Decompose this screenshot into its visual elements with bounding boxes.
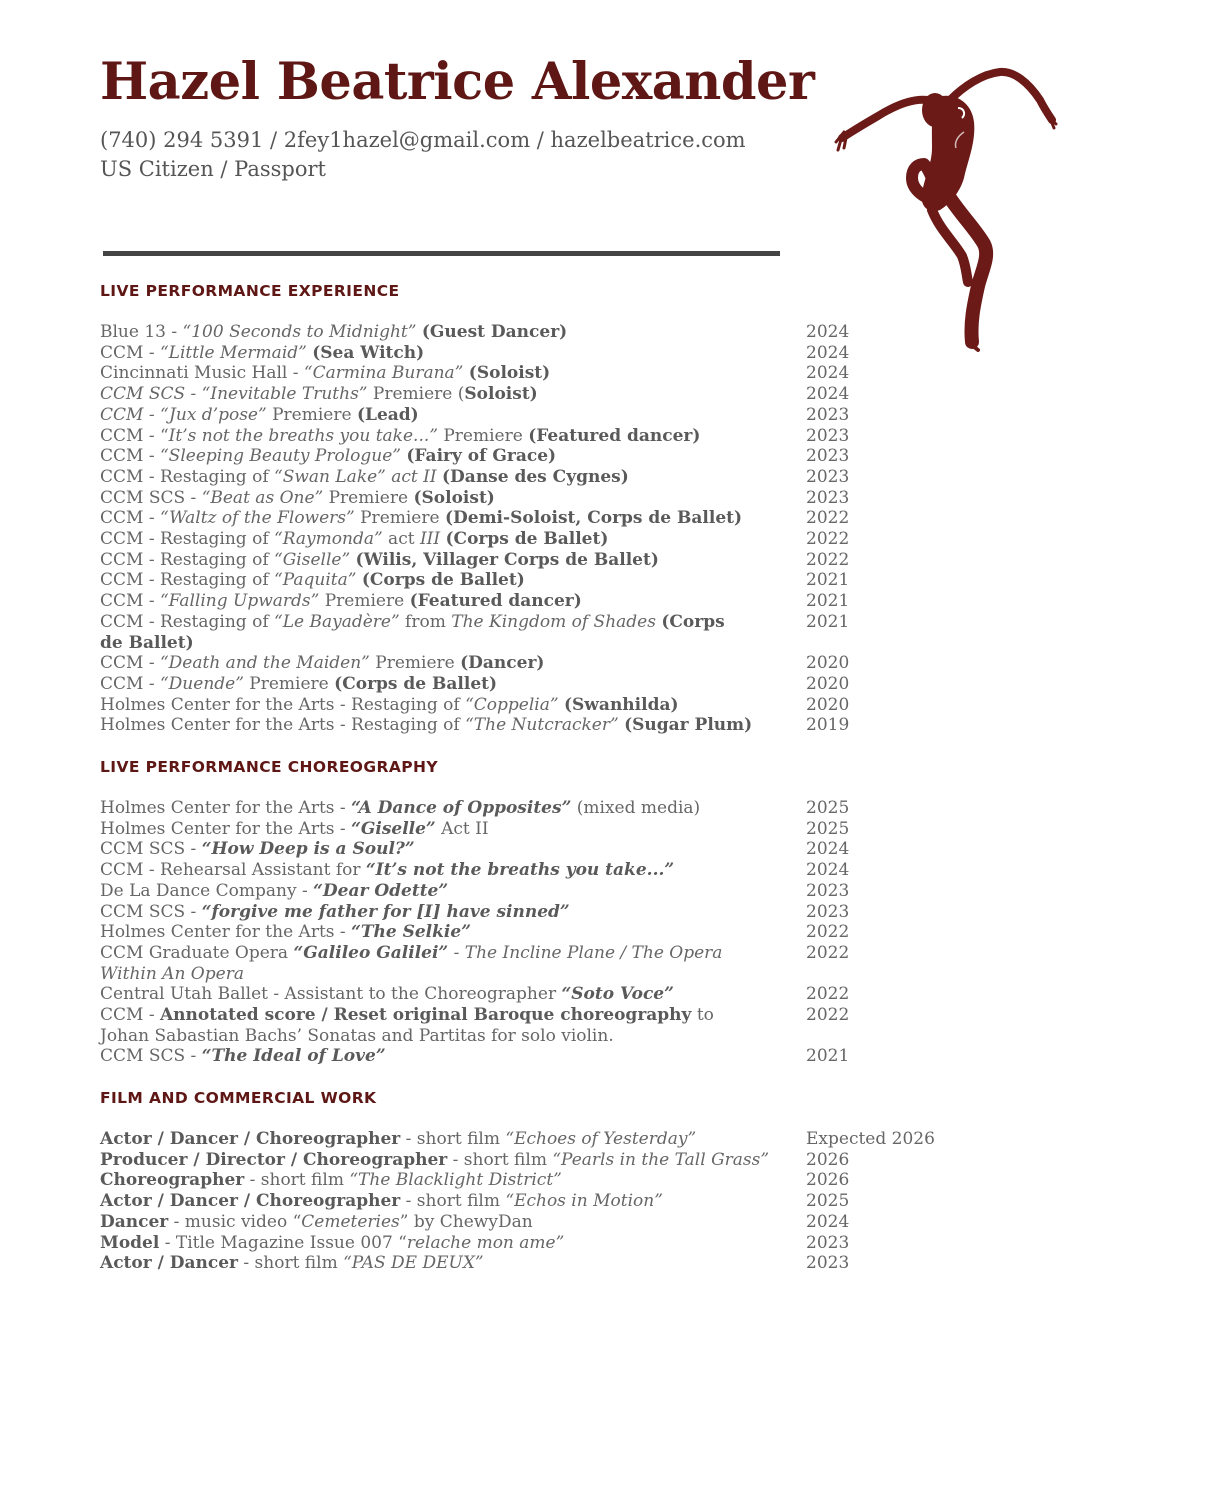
entry-year: 2025 — [806, 798, 850, 818]
entry-text: - short film — [400, 1129, 506, 1149]
entry-text: “The Blacklight District” — [349, 1170, 562, 1191]
performance-entry — [100, 363, 960, 384]
entry-text: CCM - — [100, 446, 160, 467]
entry-text: Act II — [435, 818, 489, 839]
entry-text: “Coppelia” — [465, 694, 559, 715]
entry-description — [100, 508, 743, 529]
entry-text: (Soloist) — [413, 487, 495, 508]
entry-year: 2022 — [806, 942, 850, 963]
entry-text: “The Selkie” — [351, 922, 471, 943]
performance-entry — [100, 529, 960, 550]
entry-description — [100, 1253, 740, 1274]
entry-text: CCM - — [100, 342, 160, 363]
entry-year: 2022 — [806, 529, 850, 550]
entry-text: It’s not the breaths you take...” — [168, 425, 438, 446]
entry-text: “Soto Voce” — [561, 984, 674, 1005]
entry-text: Premiere — [266, 404, 357, 425]
entry-text: - short film — [237, 1253, 344, 1274]
entry-text: (Guest Dancer) — [421, 322, 568, 342]
performance-entry — [100, 322, 960, 343]
entry-text: ” by ChewyDan — [399, 1211, 533, 1232]
entry-text: Premiere — [243, 673, 335, 694]
header-divider — [103, 251, 780, 256]
entry-description — [100, 446, 740, 467]
entry-description — [100, 1005, 740, 1046]
entry-year: 2024 — [806, 322, 850, 342]
entry-text: Producer / Director / Choreographer — [100, 1149, 448, 1170]
entry-description — [100, 1212, 740, 1233]
performance-entry — [100, 467, 960, 488]
film-entry — [100, 1212, 960, 1233]
performance-entry — [100, 715, 960, 736]
entry-text: “Raymonda” — [274, 529, 383, 550]
entry-text: Premiere — [369, 653, 461, 674]
entry-description — [100, 695, 740, 716]
entry-text: - short film — [244, 1170, 350, 1191]
entry-text: (Sugar Plum) — [624, 715, 753, 736]
entry-text: “forgive me father for [I] have sinned” — [201, 901, 570, 922]
entry-text: (Wilis, Villager Corps de Ballet) — [355, 549, 659, 570]
entry-year: 2023 — [806, 425, 850, 446]
entry-year: 2022 — [806, 508, 850, 529]
film-entry — [100, 1129, 960, 1150]
film-entry — [100, 1233, 960, 1254]
entry-text: CCM - Restaging of — [100, 611, 275, 632]
entry-text: “Little Mermaid” — [159, 342, 307, 363]
entry-text: Model — [100, 1232, 160, 1253]
entry-text: Holmes Center for the Arts - — [100, 922, 352, 943]
section-title-performance: LIVE PERFORMANCE EXPERIENCE — [100, 282, 400, 300]
entry-year: 2023 — [806, 446, 850, 467]
entry-year: 2019 — [806, 715, 850, 736]
entry-description — [100, 612, 740, 653]
entry-text: III — [419, 529, 441, 550]
entry-text: “How Deep is a Soul?” — [201, 839, 415, 860]
entry-text: act — [382, 529, 420, 550]
entry-description — [100, 1191, 740, 1212]
entry-text: “Beat as One” — [201, 487, 324, 508]
entry-description — [100, 902, 740, 923]
entry-text: Actor / Dancer — [100, 1253, 238, 1274]
entry-text: (Lead) — [356, 404, 419, 425]
choreography-entry — [100, 984, 960, 1005]
entry-year: 2023 — [806, 1253, 850, 1274]
entry-text: Actor / Dancer / Choreographer — [100, 1129, 401, 1149]
film-entry — [100, 1150, 960, 1171]
entry-text: Choreographer — [100, 1170, 245, 1191]
entry-text: (mixed media) — [571, 798, 701, 818]
entry-description — [100, 715, 753, 736]
film-entry — [100, 1191, 960, 1212]
choreography-entry — [100, 881, 960, 902]
entry-description — [100, 591, 740, 612]
entry-description — [100, 488, 740, 509]
entry-text: - music video “ — [168, 1211, 302, 1232]
entry-text: (Soloist) — [468, 363, 551, 384]
entry-text: CCM - “ — [100, 425, 169, 446]
entry-description — [100, 1046, 740, 1067]
entry-text: “Echoes of Yesterday” — [505, 1129, 697, 1149]
entry-year: 2021 — [806, 611, 850, 632]
performance-list — [100, 322, 960, 736]
entry-text: “Echos in Motion” — [505, 1191, 663, 1212]
entry-text: CCM - — [100, 653, 160, 674]
entry-text: “The Ideal of Love” — [201, 1046, 386, 1067]
entry-text: CCM - — [100, 508, 160, 529]
choreography-entry — [100, 860, 960, 881]
performance-entry — [100, 612, 960, 653]
performance-entry — [100, 570, 960, 591]
entry-text: to Johan Sabastian Bachs’ Sonatas and Partitas for solo violin. — [100, 1005, 714, 1046]
entry-text: (Sea Witch) — [312, 342, 425, 363]
entry-description — [100, 839, 740, 860]
entry-description — [100, 405, 740, 426]
entry-year: 2024 — [806, 860, 850, 881]
entry-text: - Title Magazine Issue 007 “ — [159, 1232, 407, 1253]
entry-text: “Swan Lake” act II — [274, 466, 437, 487]
choreography-entry — [100, 839, 960, 860]
entry-description — [100, 426, 740, 447]
entry-text: “Giselle” — [351, 818, 436, 839]
entry-year: 2024 — [806, 342, 850, 363]
entry-text: Cincinnati Music Hall - — [100, 363, 304, 384]
entry-description — [100, 922, 740, 943]
entry-year: Expected 2026 — [806, 1129, 935, 1149]
entry-text: CCM Graduate Opera — [100, 942, 294, 963]
performance-entry — [100, 405, 960, 426]
resume-name: Hazel Beatrice Alexander — [100, 52, 815, 112]
entry-description — [100, 1170, 740, 1191]
entry-year: 2020 — [806, 694, 850, 715]
entry-year: 2023 — [806, 1232, 850, 1253]
entry-text: Holmes Center for the Arts - — [100, 798, 352, 818]
entry-text: Cemeteries — [301, 1211, 400, 1232]
entry-text: “PAS DE DEUX” — [343, 1253, 484, 1274]
entry-text: Premiere ( — [367, 384, 465, 405]
entry-text: Holmes Center for the Arts - Restaging of — [100, 715, 466, 736]
entry-year: 2025 — [806, 818, 850, 839]
entry-year: 2023 — [806, 404, 850, 425]
entry-text: Annotated score / Reset original Baroque choreography — [159, 1005, 692, 1026]
entry-text: CCM SCS - — [100, 1046, 202, 1067]
performance-entry — [100, 674, 960, 695]
entry-text: (Danse des Cygnes) — [442, 466, 629, 487]
section-title-choreography: LIVE PERFORMANCE CHOREOGRAPHY — [100, 758, 438, 776]
entry-text: (Featured dancer) — [409, 591, 582, 612]
entry-text: “Galileo Galilei” — [293, 942, 449, 963]
entry-text: “It’s not the breaths you take...” — [365, 860, 675, 881]
entry-text: CCM - — [100, 591, 160, 612]
entry-text: (Corps de Ballet) — [361, 570, 525, 591]
choreography-entry — [100, 1046, 960, 1067]
entry-description — [100, 984, 740, 1005]
entry-text: “Duende” — [159, 673, 244, 694]
entry-description — [100, 384, 740, 405]
entry-year: 2022 — [806, 922, 850, 943]
performance-entry — [100, 488, 960, 509]
entry-text: Soloist) — [464, 384, 538, 405]
entry-text: Holmes Center for the Arts - Restaging of — [100, 694, 466, 715]
entry-text: - The Incline Plane / The Opera Within An Opera — [100, 942, 723, 984]
entry-text: Blue 13 - — [100, 322, 183, 342]
entry-text: “Carmina Burana” — [303, 363, 464, 384]
entry-text: De La Dance Company - — [100, 880, 314, 901]
entry-description — [100, 860, 740, 881]
entry-year: 2021 — [806, 1046, 850, 1067]
entry-text: Actor / Dancer / Choreographer — [100, 1191, 401, 1212]
entry-description — [100, 819, 740, 840]
entry-text: CCM - Rehearsal Assistant for — [100, 860, 366, 881]
entry-text: “Sleeping Beauty Prologue” — [159, 446, 401, 467]
entry-text: Dancer — [100, 1211, 169, 1232]
entry-text: Central Utah Ballet - Assistant to the Choreographer — [100, 984, 562, 1005]
entry-text: The Kingdom of Shades — [451, 611, 656, 632]
entry-text: CCM SCS - “Inevitable Truths” — [100, 384, 368, 405]
entry-year: 2022 — [806, 549, 850, 570]
entry-year: 2025 — [806, 1191, 850, 1212]
entry-text: “The Nutcracker” — [465, 715, 619, 736]
entry-description — [100, 467, 740, 488]
performance-entry — [100, 591, 960, 612]
entry-year: 2024 — [806, 363, 850, 384]
entry-description — [100, 1129, 740, 1150]
entry-description — [100, 1233, 740, 1254]
entry-text: “Dear Odette” — [313, 880, 449, 901]
performance-entry — [100, 508, 960, 529]
entry-year: 2021 — [806, 591, 850, 612]
choreography-list — [100, 798, 960, 1067]
entry-text: “Death and the Maiden” — [159, 653, 370, 674]
entry-description — [100, 343, 740, 364]
contact-info — [100, 126, 746, 184]
entry-year: 2022 — [806, 1005, 850, 1026]
entry-text: CCM - Restaging of — [100, 549, 275, 570]
choreography-entry — [100, 943, 960, 984]
entry-text: from — [399, 611, 452, 632]
entry-text: (Corps de Ballet) — [445, 529, 609, 550]
entry-text: “Waltz of the Flowers” — [159, 508, 355, 529]
entry-text: “Paquita” — [274, 570, 357, 591]
entry-description — [100, 550, 740, 571]
entry-text: CCM - Restaging of — [100, 570, 275, 591]
section-title-film: FILM AND COMMERCIAL WORK — [100, 1089, 377, 1107]
choreography-entry — [100, 1005, 960, 1046]
entry-text: Premiere — [354, 508, 445, 529]
entry-year: 2024 — [806, 384, 850, 405]
entry-description — [100, 943, 740, 984]
choreography-entry — [100, 922, 960, 943]
performance-entry — [100, 446, 960, 467]
entry-text: (Featured dancer) — [528, 425, 701, 446]
contact-line: (740) 294 5391 / 2fey1hazel@gmail.com / hazelbeatrice.com — [100, 128, 746, 152]
entry-description — [100, 570, 740, 591]
entry-text: relache mon ame” — [406, 1232, 565, 1253]
entry-text: (Demi-Soloist, Corps de Ballet) — [444, 508, 743, 529]
entry-text: CCM - Restaging of — [100, 529, 275, 550]
entry-description — [100, 798, 740, 819]
entry-year: 2020 — [806, 673, 850, 694]
entry-text: CCM SCS - — [100, 839, 202, 860]
entry-text: “100 Seconds to Midnight” — [182, 322, 417, 342]
performance-entry — [100, 343, 960, 364]
entry-text: CCM SCS - — [100, 901, 202, 922]
entry-description — [100, 363, 740, 384]
entry-description — [100, 529, 740, 550]
entry-year: 2020 — [806, 653, 850, 674]
entry-text: “Pearls in the Tall Grass” — [552, 1149, 770, 1170]
entry-description — [100, 1149, 770, 1171]
entry-description — [100, 653, 740, 674]
entry-text: (Corps de Ballet) — [100, 611, 725, 653]
choreography-entry — [100, 798, 960, 819]
entry-year: 2022 — [806, 984, 850, 1005]
entry-description — [100, 322, 740, 343]
entry-year: 2023 — [806, 466, 850, 487]
film-entry — [100, 1170, 960, 1191]
performance-entry — [100, 653, 960, 674]
entry-text: CCM SCS - — [100, 487, 202, 508]
entry-year: 2026 — [806, 1149, 850, 1170]
entry-text: Premiere — [319, 591, 410, 612]
entry-text: - short film — [447, 1149, 553, 1170]
entry-text: “Le Bayadère” — [274, 611, 400, 632]
entry-text: CCM - “Jux d’pose” — [100, 404, 267, 425]
entry-description — [100, 674, 740, 695]
dancer-silhouette-icon — [832, 60, 1060, 352]
performance-entry — [100, 695, 960, 716]
film-entry — [100, 1253, 960, 1274]
entry-year: 2023 — [806, 880, 850, 901]
citizenship-line: US Citizen / Passport — [100, 157, 326, 181]
entry-text: (Dancer) — [460, 653, 545, 674]
entry-text: Holmes Center for the Arts - — [100, 818, 352, 839]
entry-year: 2021 — [806, 570, 850, 591]
entry-text: Premiere — [437, 425, 529, 446]
film-list — [100, 1129, 960, 1274]
entry-text: CCM - — [100, 673, 160, 694]
entry-text: - short film — [400, 1191, 506, 1212]
entry-year: 2024 — [806, 1211, 850, 1232]
entry-text: (Corps de Ballet) — [334, 673, 498, 694]
entry-year: 2023 — [806, 901, 850, 922]
performance-entry — [100, 384, 960, 405]
entry-text: (Swanhilda) — [563, 694, 679, 715]
entry-description — [100, 881, 740, 902]
entry-text: “A Dance of Opposites” — [351, 798, 572, 818]
entry-year: 2023 — [806, 487, 850, 508]
entry-text: Premiere — [323, 487, 414, 508]
entry-text: CCM - — [100, 1005, 160, 1026]
entry-year: 2024 — [806, 839, 850, 860]
entry-year: 2026 — [806, 1170, 850, 1191]
performance-entry — [100, 550, 960, 571]
choreography-entry — [100, 819, 960, 840]
entry-text: “Falling Upwards” — [159, 591, 320, 612]
choreography-entry — [100, 902, 960, 923]
performance-entry — [100, 426, 960, 447]
entry-text: CCM - Restaging of — [100, 466, 275, 487]
entry-text: “Giselle” — [274, 549, 351, 570]
entry-text: (Fairy of Grace) — [406, 446, 557, 467]
